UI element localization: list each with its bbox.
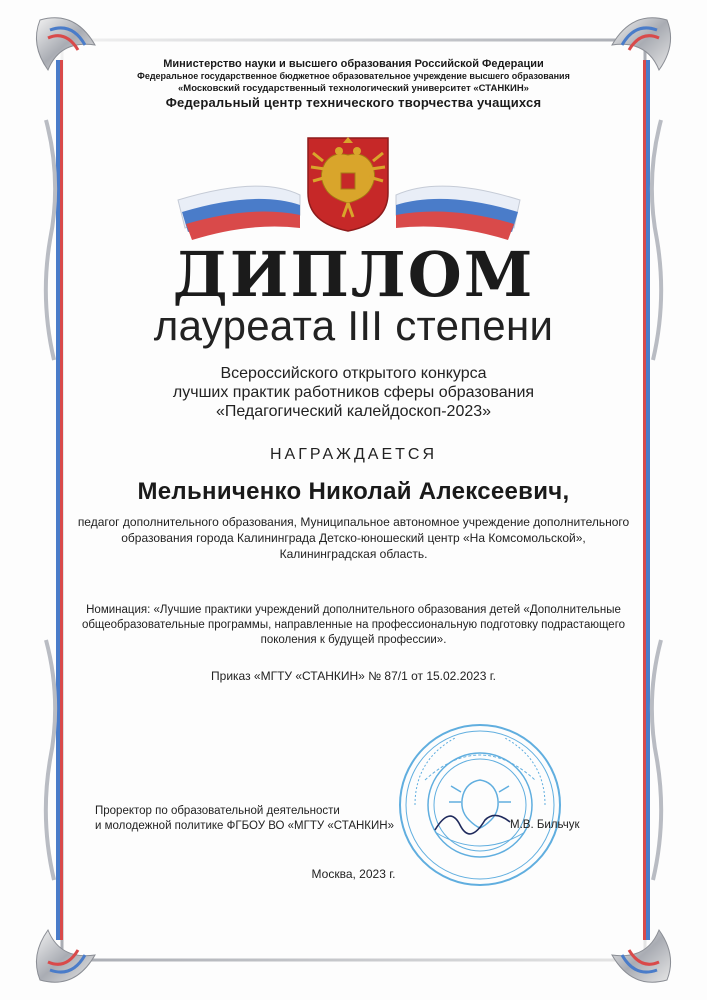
order-reference: Приказ «МГТУ «СТАНКИН» № 87/1 от 15.02.2023 г. (211, 669, 496, 683)
contest-line: лучших практик работников сферы образования (172, 384, 535, 401)
nomination-line: поколения к будущей профессии». (260, 634, 447, 646)
award-word: НАГРАЖДАЕТСЯ (270, 446, 437, 463)
laureate-degree: лауреата III степени (153, 302, 554, 349)
recipient-position (0, 514, 707, 562)
contest-description (0, 364, 707, 421)
center-name: Федеральный центр технического творчества учащихся (165, 95, 542, 110)
signatory-title (95, 804, 394, 834)
nomination (80, 603, 627, 648)
signatory-title-line: Проректор по образовательной деятельности (95, 805, 340, 817)
city-year: Москва, 2023 г. (311, 867, 396, 881)
russian-coat-of-arms-icon (303, 133, 393, 233)
organization-type: Федеральное государственное бюджетное образовательное учреждение высшего образования (137, 71, 570, 81)
handwritten-signature (430, 800, 520, 840)
position-line: педагог дополнительного образования, Муниципальное автономное учреждение дополнительного (77, 515, 630, 529)
position-line: образования города Калининграда Детско-юношеский центр «На Комсомольской», (121, 531, 586, 545)
recipient-name: Мельниченко Николай Алексеевич, (137, 478, 570, 505)
nomination-line: Номинация: «Лучшие практики учреждений дополнительного образования детей «Дополнительные (86, 604, 621, 616)
university-name: «Московский государственный технологический университет «СТАНКИН» (178, 83, 529, 94)
signatory-title-line: и молодежной политике ФГБОУ ВО «МГТУ «СТАНКИН» (95, 820, 394, 832)
diploma-title: ДИПЛОМ (172, 238, 535, 311)
nomination-line: общеобразовательные программы, направленные на профессиональную подготовку подрастающего (81, 619, 626, 631)
contest-line: Всероссийского открытого конкурса (220, 365, 487, 382)
corner-ribbon-bottom-left (36, 930, 95, 982)
contest-line: «Педагогический калейдоскоп-2023» (215, 403, 492, 420)
position-line: Калининградская область. (279, 547, 428, 561)
ministry-heading: Министерство науки и высшего образования Российской Федерации (163, 58, 544, 70)
corner-ribbon-bottom-right (612, 930, 671, 982)
signatory-name: М.В. Бильчук (510, 819, 580, 831)
